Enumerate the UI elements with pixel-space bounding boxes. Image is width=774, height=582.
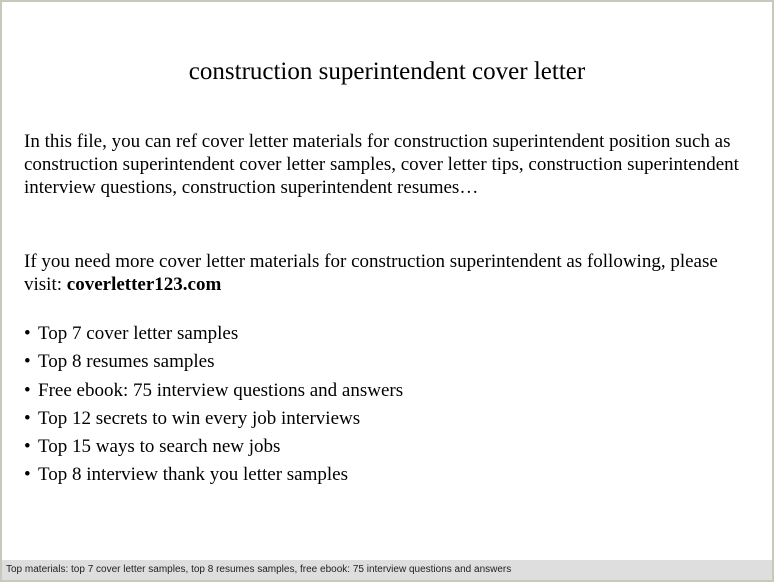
bullet-icon: • [24, 407, 31, 429]
list-item-text: Top 12 secrets to win every job interviews [38, 407, 361, 429]
bullet-icon: • [24, 351, 31, 373]
website-link[interactable]: coverletter123.com [66, 274, 222, 295]
bullet-icon: • [24, 323, 31, 344]
list-item [24, 377, 754, 405]
list-item-text: Top 7 cover letter samples [38, 323, 239, 344]
page-title: construction superintendent cover letter [188, 58, 586, 85]
footer-bar [2, 560, 772, 580]
list-item-text: Top 8 resumes samples [38, 351, 215, 373]
footer-text: Top materials: top 7 cover letter samples, top 8 resumes samples, free ebook: 75 interview questions and answers [6, 564, 512, 575]
list-item [24, 461, 754, 489]
visit-paragraph [24, 250, 754, 296]
visit-text: If you need more cover letter materials for construction superintendent as following, please visit: [24, 251, 718, 295]
list-item [24, 348, 754, 376]
list-item-text: Free ebook: 75 interview questions and answers [38, 379, 404, 401]
intro-paragraph: In this file, you can ref cover letter materials for construction superintendent position such as construction superintendent cover letter samples, cover letter tips, construction superintendent interview questions, construction superintendent resumes… [24, 131, 739, 198]
materials-list [24, 320, 754, 490]
list-item [24, 320, 754, 348]
list-item-text: Top 15 ways to search new jobs [38, 436, 281, 458]
list-item [24, 433, 754, 461]
list-item-text: Top 8 interview thank you letter samples [38, 464, 348, 486]
bullet-icon: • [24, 379, 31, 401]
bullet-icon: • [24, 436, 31, 458]
bullet-icon: • [24, 464, 31, 486]
list-item [24, 405, 754, 433]
